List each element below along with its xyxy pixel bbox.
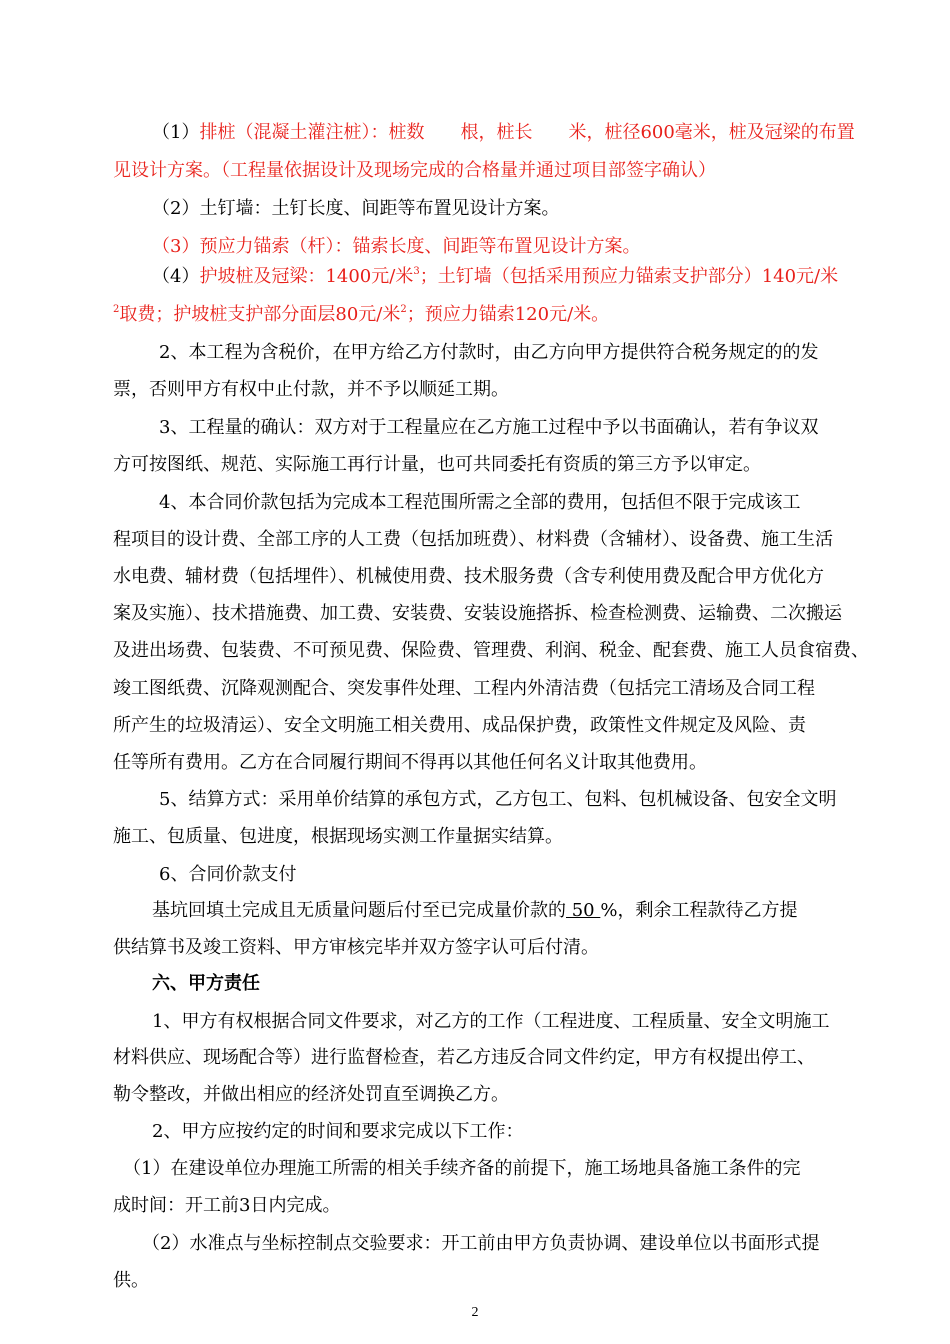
text-line: 基坑回填土完成且无质量问题后付至已完成量价款的 50 %，剩余工程款待乙方提 [152,900,798,921]
text-line: （4）护坡桩及冠梁：1400元/米$^3$；土钉墙（包括采用预应力锚索支护部分）140元/米 [152,266,839,287]
text-line: 见设计方案。（工程量依据设计及现场完成的合格量并通过项目部签字确认） [113,160,716,181]
text-line: $^2$取费；护坡桩支护部分面层80元/米$^2$；预应力锚索120元/米。 [113,304,610,325]
text-line: 水电费、辅材费（包括埋件）、机械使用费、技术服务费（含专利使用费及配合甲方优化方 [113,566,824,587]
text-line: 6、合同价款支付 [159,864,297,885]
text-line: 勒令整改，并做出相应的经济处罚直至调换乙方。 [113,1084,509,1105]
text-line: （1）在建设单位办理施工所需的相关手续齐备的前提下，施工场地具备施工条件的完 [123,1158,801,1179]
text-line: 供结算书及竣工资料、甲方审核完毕并双方签字认可后付清。 [113,937,599,958]
text-line: 2、甲方应按约定的时间和要求完成以下工作： [152,1121,524,1142]
text-line: 施工、包质量、包进度，根据现场实测工作量据实结算。 [113,826,563,847]
text-line: 票，否则甲方有权中止付款，并不予以顺延工期。 [113,379,509,400]
text-line: 3、工程量的确认：双方对于工程量应在乙方施工过程中予以书面确认，若有争议双 [159,417,819,438]
text-line: 1、甲方有权根据合同文件要求，对乙方的工作（工程进度、工程质量、安全文明施工 [152,1011,830,1032]
text-line: 供。 [113,1270,149,1291]
text-line: 材料供应、现场配合等）进行监督检查，若乙方违反合同文件约定，甲方有权提出停工、 [113,1047,815,1068]
text-line: 案及实施）、技术措施费、加工费、安装费、安装设施搭拆、检查检测费、运输费、二次搬运 [113,603,842,624]
text-line: （2）水准点与坐标控制点交验要求：开工前由甲方负责协调、建设单位以书面形式提 [142,1233,820,1254]
text-line: 2、本工程为含税价，在甲方给乙方付款时，由乙方向甲方提供符合税务规定的的发 [159,342,819,363]
text-line: 4、本合同价款包括为完成本工程范围所需之全部的费用，包括但不限于完成该工 [159,492,801,513]
text-line: （1）排桩（混凝土灌注桩）：桩数 根，桩长 米，桩径600毫米，桩及冠梁的布置 [152,122,855,143]
text-line: （2）土钉墙：土钉长度、间距等布置见设计方案。 [152,198,560,219]
text-line: 成时间：开工前3日内完成。 [113,1195,341,1216]
text-line: 所产生的垃圾清运）、安全文明施工相关费用、成品保护费，政策性文件规定及风险、责 [113,715,806,736]
text-line: 竣工图纸费、沉降观测配合、突发事件处理、工程内外清洁费（包括完工清场及合同工程 [113,678,815,699]
page-number: 2 [471,1305,479,1320]
text-line: 5、结算方式：采用单价结算的承包方式，乙方包工、包料、包机械设备、包安全文明 [159,789,837,810]
text-line: 及进出场费、包装费、不可预见费、保险费、管理费、利润、税金、配套费、施工人员食宿费、 [113,640,869,661]
text-line: 任等所有费用。乙方在合同履行期间不得再以其他任何名义计取其他费用。 [113,752,707,773]
text-line: 方可按图纸、规范、实际施工再行计量，也可共同委托有资质的第三方予以审定。 [113,454,761,475]
text-line: （3）预应力锚索（杆）：锚索长度、间距等布置见设计方案。 [152,236,641,257]
section-heading: 六、甲方责任 [152,973,260,994]
text-line: 程项目的设计费、全部工序的人工费（包括加班费）、材料费（含辅材）、设备费、施工生活 [113,529,833,550]
